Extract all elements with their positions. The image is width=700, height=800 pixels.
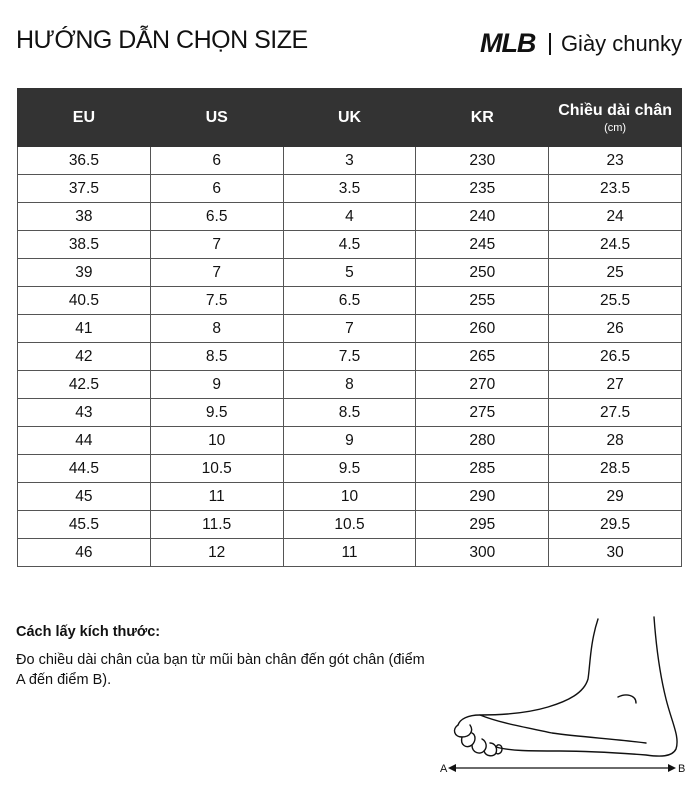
cell-foot-length: 29.5 [549,511,682,539]
cell-us: 7 [150,259,283,287]
column-header-us: US [150,89,283,147]
cell-eu: 37.5 [18,175,151,203]
measure-title: Cách lấy kích thước: [16,624,161,640]
cell-foot-length: 25.5 [549,287,682,315]
cell-us: 9.5 [150,399,283,427]
mlb-logo: MLB [479,28,536,58]
cell-foot-length: 30 [549,539,682,567]
toe-outline [455,725,472,737]
size-chart-table [17,88,682,567]
table-row [18,511,682,539]
cell-kr: 230 [416,147,549,175]
foot-length-label: Chiều dài chân [558,101,672,119]
cell-eu: 44 [18,427,151,455]
cell-uk: 8 [283,371,416,399]
cell-foot-length: 28 [549,427,682,455]
cell-eu: 40.5 [18,287,151,315]
table-row [18,175,682,203]
point-b-label: B [678,763,686,775]
cell-us: 7 [150,231,283,259]
column-header-kr: KR [416,89,549,147]
cell-foot-length: 25 [549,259,682,287]
cell-foot-length: 23.5 [549,175,682,203]
column-header-uk: UK [283,89,416,147]
cell-eu: 38 [18,203,151,231]
cell-eu: 45.5 [18,511,151,539]
cell-kr: 290 [416,483,549,511]
cell-kr: 260 [416,315,549,343]
cell-kr: 255 [416,287,549,315]
cell-uk: 9 [283,427,416,455]
cell-uk: 7.5 [283,343,416,371]
table-body [18,147,682,567]
cell-kr: 275 [416,399,549,427]
cell-uk: 10 [283,483,416,511]
table-row [18,399,682,427]
cell-eu: 42 [18,343,151,371]
table-row [18,287,682,315]
cell-foot-length: 26.5 [549,343,682,371]
brand [480,28,682,59]
page-title: HƯỚNG DẪN CHỌN SIZE [16,26,308,54]
cell-us: 9 [150,371,283,399]
cell-foot-length: 27.5 [549,399,682,427]
table-row [18,455,682,483]
cell-us: 11 [150,483,283,511]
cell-uk: 5 [283,259,416,287]
cell-kr: 235 [416,175,549,203]
cell-us: 8 [150,315,283,343]
cell-eu: 38.5 [18,231,151,259]
cell-foot-length: 27 [549,371,682,399]
arrow-left-icon [448,764,456,772]
cell-us: 6 [150,175,283,203]
cell-uk: 3.5 [283,175,416,203]
cell-eu: 46 [18,539,151,567]
cell-us: 6 [150,147,283,175]
column-header-eu: EU [18,89,151,147]
cell-eu: 41 [18,315,151,343]
heel-outline [496,617,677,756]
cell-eu: 43 [18,399,151,427]
cell-uk: 4 [283,203,416,231]
cell-uk: 3 [283,147,416,175]
table-row [18,539,682,567]
cell-foot-length: 23 [549,147,682,175]
product-category: Giày chunky [560,30,682,56]
cell-eu: 42.5 [18,371,151,399]
cell-eu: 44.5 [18,455,151,483]
table-row [18,343,682,371]
foot-illustration [440,615,690,785]
cell-kr: 240 [416,203,549,231]
cell-us: 10 [150,427,283,455]
cell-kr: 265 [416,343,549,371]
cell-kr: 270 [416,371,549,399]
cell-uk: 6.5 [283,287,416,315]
cell-us: 8.5 [150,343,283,371]
cell-foot-length: 29 [549,483,682,511]
measure-description: Đo chiều dài chân của bạn từ mũi bàn chân đến gót chân (điểm A đến điểm B). [16,652,425,688]
cell-foot-length: 24 [549,203,682,231]
cell-foot-length: 26 [549,315,682,343]
table-row [18,315,682,343]
column-header-foot-length [549,89,682,147]
cell-uk: 11 [283,539,416,567]
cell-eu: 45 [18,483,151,511]
cell-uk: 10.5 [283,511,416,539]
foot-length-unit: (cm) [604,121,627,134]
cell-us: 11.5 [150,511,283,539]
cell-us: 7.5 [150,287,283,315]
table-row [18,427,682,455]
cell-kr: 285 [416,455,549,483]
table-row [18,259,682,287]
table-row [18,203,682,231]
table-row [18,483,682,511]
table-row [18,147,682,175]
foot-outline [458,619,598,725]
divider [549,33,551,55]
cell-eu: 36.5 [18,147,151,175]
cell-eu: 39 [18,259,151,287]
cell-kr: 295 [416,511,549,539]
cell-uk: 4.5 [283,231,416,259]
cell-foot-length: 28.5 [549,455,682,483]
table-header-row [18,89,682,147]
cell-us: 6.5 [150,203,283,231]
table-row [18,231,682,259]
cell-us: 12 [150,539,283,567]
cell-foot-length: 24.5 [549,231,682,259]
table-row [18,371,682,399]
cell-uk: 7 [283,315,416,343]
cell-kr: 250 [416,259,549,287]
cell-kr: 280 [416,427,549,455]
cell-uk: 8.5 [283,399,416,427]
cell-kr: 300 [416,539,549,567]
arrow-right-icon [668,764,676,772]
point-a-label: A [440,763,448,775]
cell-kr: 245 [416,231,549,259]
cell-us: 10.5 [150,455,283,483]
cell-uk: 9.5 [283,455,416,483]
